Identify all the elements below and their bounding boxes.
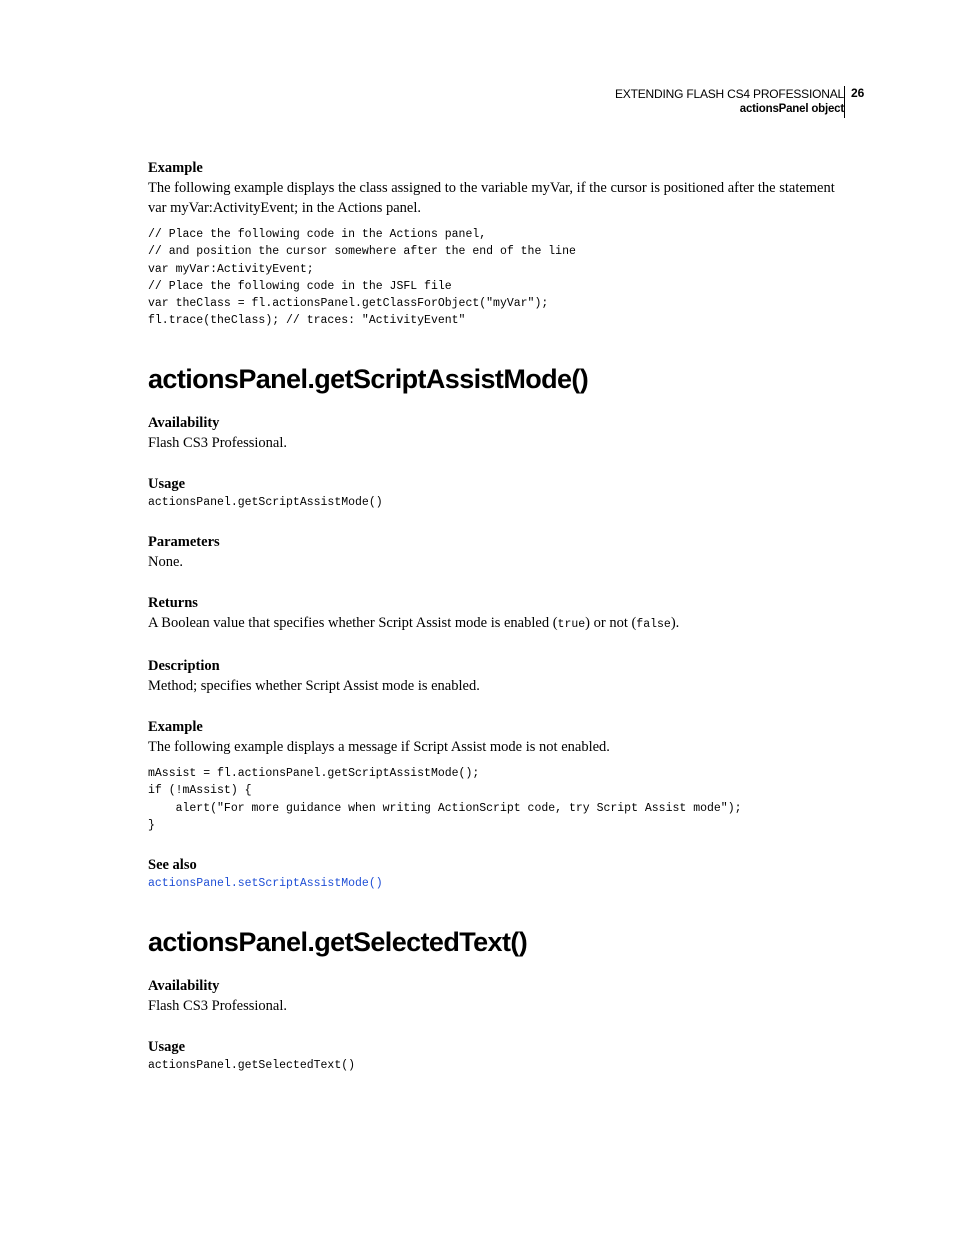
availability-text: Flash CS3 Professional. <box>148 434 287 451</box>
header-divider <box>844 86 845 118</box>
parameters-text: None. <box>148 554 184 571</box>
returns-text-part: ). <box>670 615 680 632</box>
document-title: EXTENDING FLASH CS4 PROFESSIONAL <box>615 87 844 101</box>
example-code-block: mAssist = fl.actionsPanel.getScriptAssistMode(); if (!mAssist) { alert("For more guidance when writing ActionScript code, try Script Assist mode"); } <box>148 767 742 832</box>
usage-code: actionsPanel.getSelectedText() <box>148 1058 356 1072</box>
see-also-link[interactable]: actionsPanel.setScriptAssistMode() <box>148 877 383 891</box>
availability-label: Availability <box>148 977 220 994</box>
page-number: 26 <box>851 86 865 100</box>
example-description: The following example displays the class assigned to the variable myVar, if the cursor is positioned after the statement var myVar:ActivityEvent; in the Actions panel. <box>148 180 835 216</box>
returns-text <box>148 613 848 635</box>
running-header <box>615 87 844 117</box>
method-heading-get-selected-text: actionsPanel.getSelectedText() <box>148 926 528 957</box>
availability-text: Flash CS3 Professional. <box>148 997 287 1014</box>
page-content <box>148 158 848 1074</box>
example-description: The following example displays a message if Script Assist mode is not enabled. <box>148 739 610 756</box>
method-heading-get-script-assist-mode: actionsPanel.getScriptAssistMode() <box>148 363 589 394</box>
usage-label: Usage <box>148 1038 186 1055</box>
description-label: Description <box>148 658 220 675</box>
example-label: Example <box>148 160 203 176</box>
example-code-block: // Place the following code in the Actions panel, // and position the cursor somewhere after the end of the line var myVar:ActivityEvent; // Place the following code in the JSFL file var theClass = fl.actionsPanel.getClassForObject("myVar"); fl.trace(theClass); // traces: "ActivityEvent" <box>148 228 576 328</box>
description-text: Method; specifies whether Script Assist mode is enabled. <box>148 678 480 695</box>
see-also-label: See also <box>148 857 197 874</box>
example-label: Example <box>148 719 203 736</box>
usage-code: actionsPanel.getScriptAssistMode() <box>148 495 383 509</box>
returns-text-part: ) or not ( <box>585 615 637 632</box>
usage-label: Usage <box>148 475 186 492</box>
section-title: actionsPanel object <box>739 103 844 115</box>
parameters-label: Parameters <box>148 534 220 551</box>
inline-code-true: true <box>557 618 586 632</box>
inline-code-false: false <box>636 618 671 632</box>
availability-label: Availability <box>148 414 220 431</box>
returns-label: Returns <box>148 595 198 612</box>
returns-text-part: A Boolean value that specifies whether Script Assist mode is enabled ( <box>148 615 558 632</box>
